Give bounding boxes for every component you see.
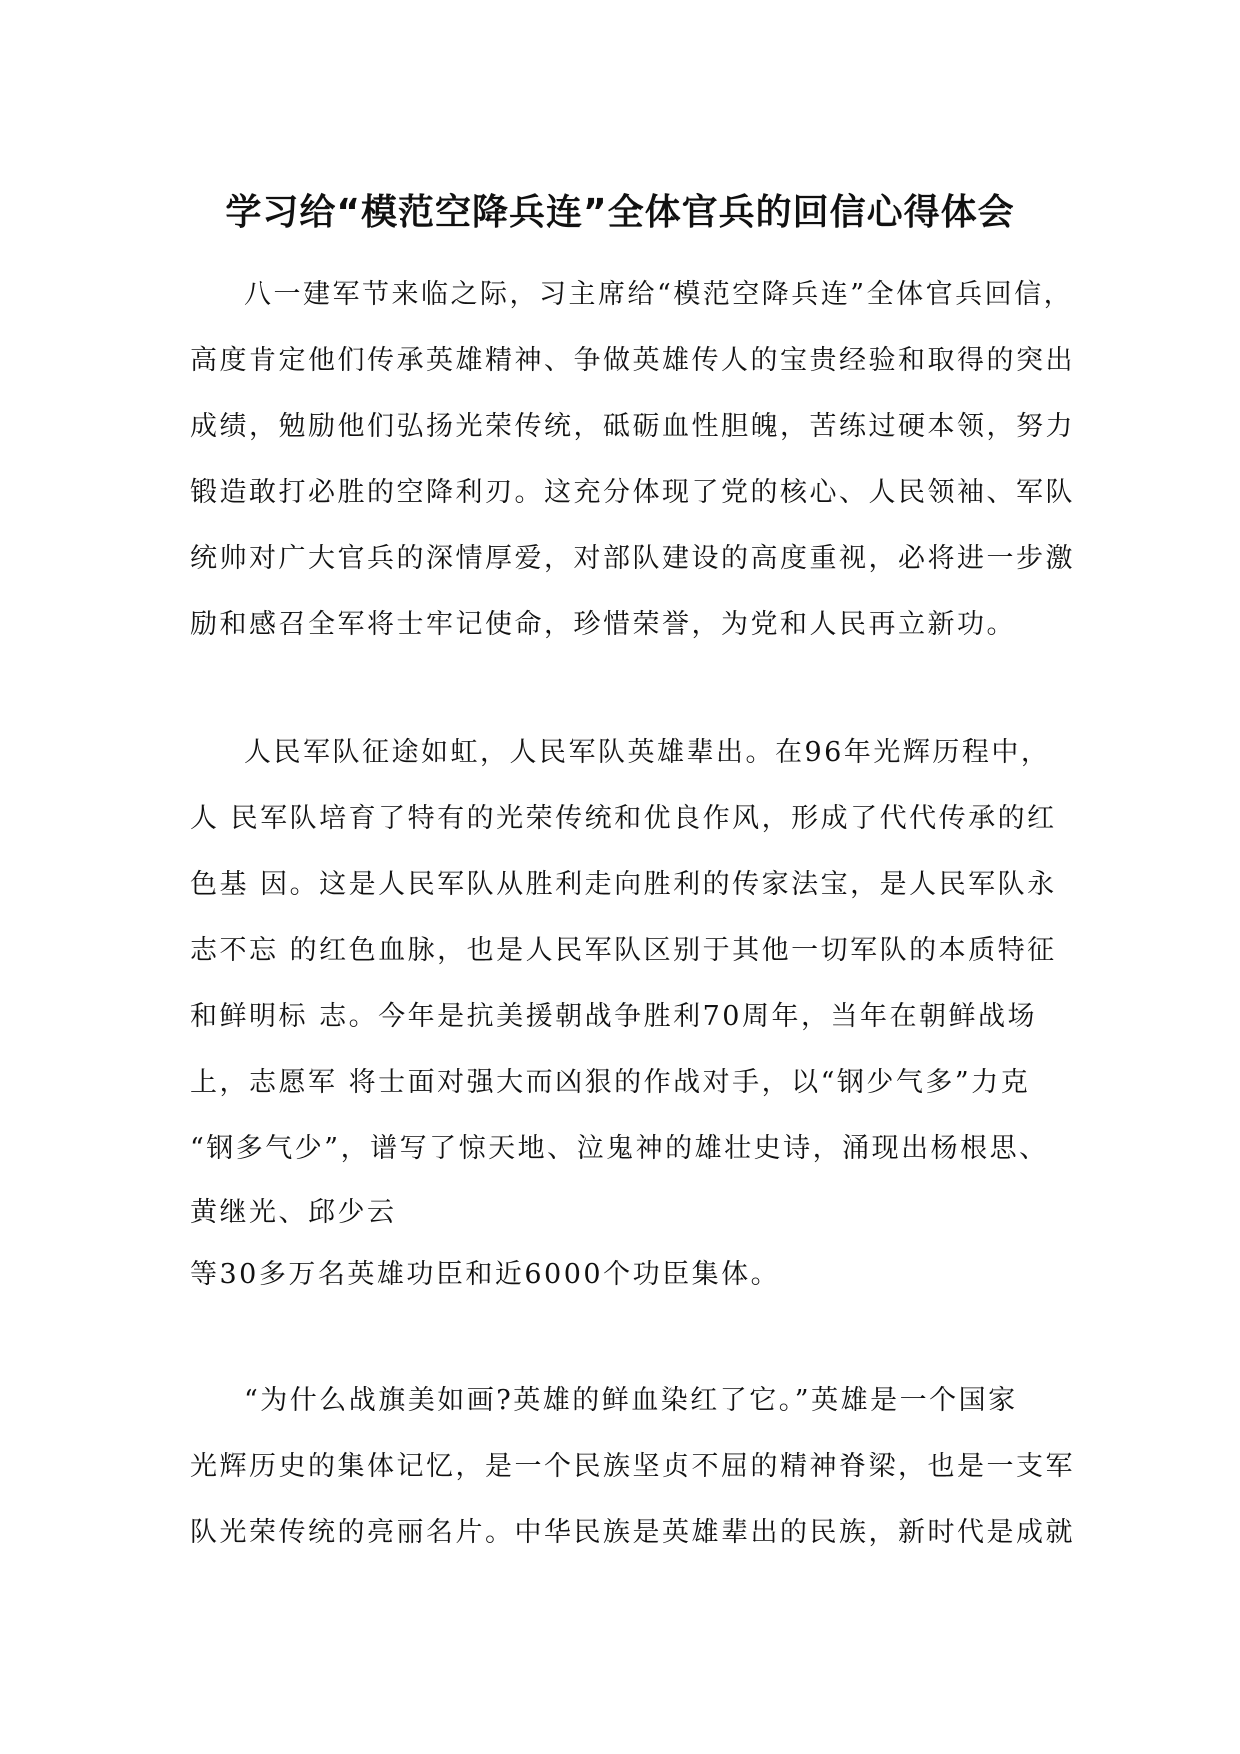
paragraph-line: 等30多万名英雄功臣和近6000个功臣集体。 — [190, 1259, 781, 1290]
paragraph-line: 统帅对广大官兵的深情厚爱，对部队建设的高度重视，必将进一步激 — [190, 543, 1075, 574]
paragraph-line: 色基 因。这是人民军队从胜利走向胜利的传家法宝，是人民军队永 — [190, 869, 1057, 900]
paragraph-3 — [190, 1368, 1075, 1566]
paragraph-line: “为什么战旗美如画?英雄的鲜血染红了它。”英雄是一个国家 — [244, 1385, 1018, 1416]
paragraph-line: 上，志愿军 将士面对强大而凶狠的作战对手，以“钢少气多”力克 — [190, 1067, 1031, 1098]
paragraph-line: 光辉历史的集体记忆，是一个民族坚贞不屈的精神脊梁，也是一支军 — [190, 1451, 1075, 1482]
paragraph-1 — [190, 262, 1075, 658]
paragraph-line: 八一建军节来临之际，习主席给“模范空降兵连”全体官兵回信， — [244, 279, 1074, 310]
document-title: 学习给“模范空降兵连”全体官兵的回信心得体会 — [225, 192, 1015, 233]
paragraph-line: 励和感召全军将士牢记使命，珍惜荣誉，为党和人民再立新功。 — [190, 609, 1016, 640]
paragraph-line: 黄继光、邱少云 — [190, 1197, 397, 1228]
paragraph-line: 人 民军队培育了特有的光荣传统和优良作风，形成了代代传承的红 — [190, 803, 1057, 834]
paragraph-2 — [190, 720, 1060, 1306]
paragraph-line: “钢多气少”，谱写了惊天地、泣鬼神的雄壮史诗，涌现出杨根思、 — [190, 1133, 1049, 1164]
paragraph-line: 志不忘 的红色血脉，也是人民军队区别于其他一切军队的本质特征 — [190, 935, 1057, 966]
paragraph-line: 和鲜明标 志。今年是抗美援朝战争胜利70周年，当年在朝鲜战场 — [190, 1001, 1037, 1032]
paragraph-line: 高度肯定他们传承英雄精神、争做英雄传人的宝贵经验和取得的突出 — [190, 345, 1075, 376]
paragraph-line: 成绩，勉励他们弘扬光荣传统，砥砺血性胆魄，苦练过硬本领，努力 — [190, 411, 1075, 442]
paragraph-line: 人民军队征途如虹，人民军队英雄辈出。在96年光辉历程中， — [244, 737, 1051, 768]
paragraph-line: 队光荣传统的亮丽名片。中华民族是英雄辈出的民族，新时代是成就 — [190, 1517, 1075, 1548]
paragraph-line: 锻造敢打必胜的空降利刃。这充分体现了党的核心、人民领袖、军队 — [190, 477, 1075, 508]
